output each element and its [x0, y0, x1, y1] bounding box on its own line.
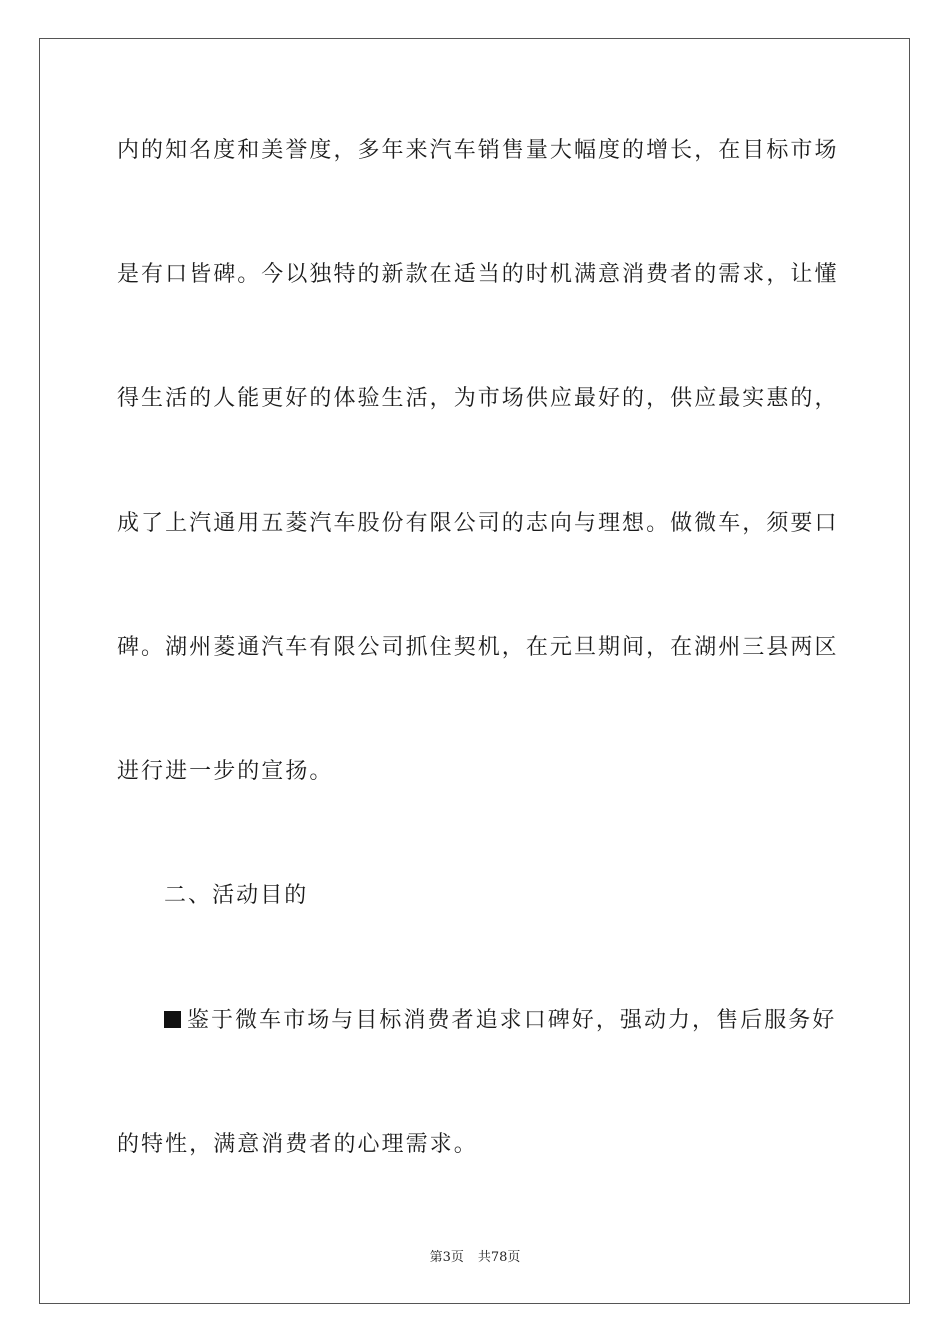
body-text-line: 碑。湖州菱通汽车有限公司抓住契机，在元旦期间，在湖州三县两区 — [117, 635, 839, 660]
page-footer — [0, 1246, 950, 1265]
section-heading: 二、活动目的 — [164, 883, 309, 908]
body-text-line: 得生活的人能更好的体验生活，为市场供应最好的，供应最实惠的， — [117, 386, 839, 411]
body-text-line: 进行进一步的宣扬。 — [117, 759, 334, 784]
square-bullet-icon — [164, 1011, 181, 1028]
bullet-paragraph-line — [164, 1006, 880, 1036]
body-text-line: 内的知名度和美誉度，多年来汽车销售量大幅度的增长，在目标市场 — [117, 138, 839, 163]
page-number: 第3页 — [429, 1250, 464, 1265]
bullet-text: 鉴于微车市场与目标消费者追求口碑好，强动力，售后服务好 — [187, 1008, 837, 1033]
page-border — [39, 38, 910, 1304]
body-text-line: 成了上汽通用五菱汽车股份有限公司的志向与理想。做微车，须要口 — [117, 511, 839, 536]
body-text-line: 是有口皆碑。今以独特的新款在适当的时机满意消费者的需求，让懂 — [117, 262, 839, 287]
body-text-line: 的特性，满意消费者的心理需求。 — [117, 1132, 478, 1157]
total-pages: 共78页 — [477, 1250, 521, 1265]
